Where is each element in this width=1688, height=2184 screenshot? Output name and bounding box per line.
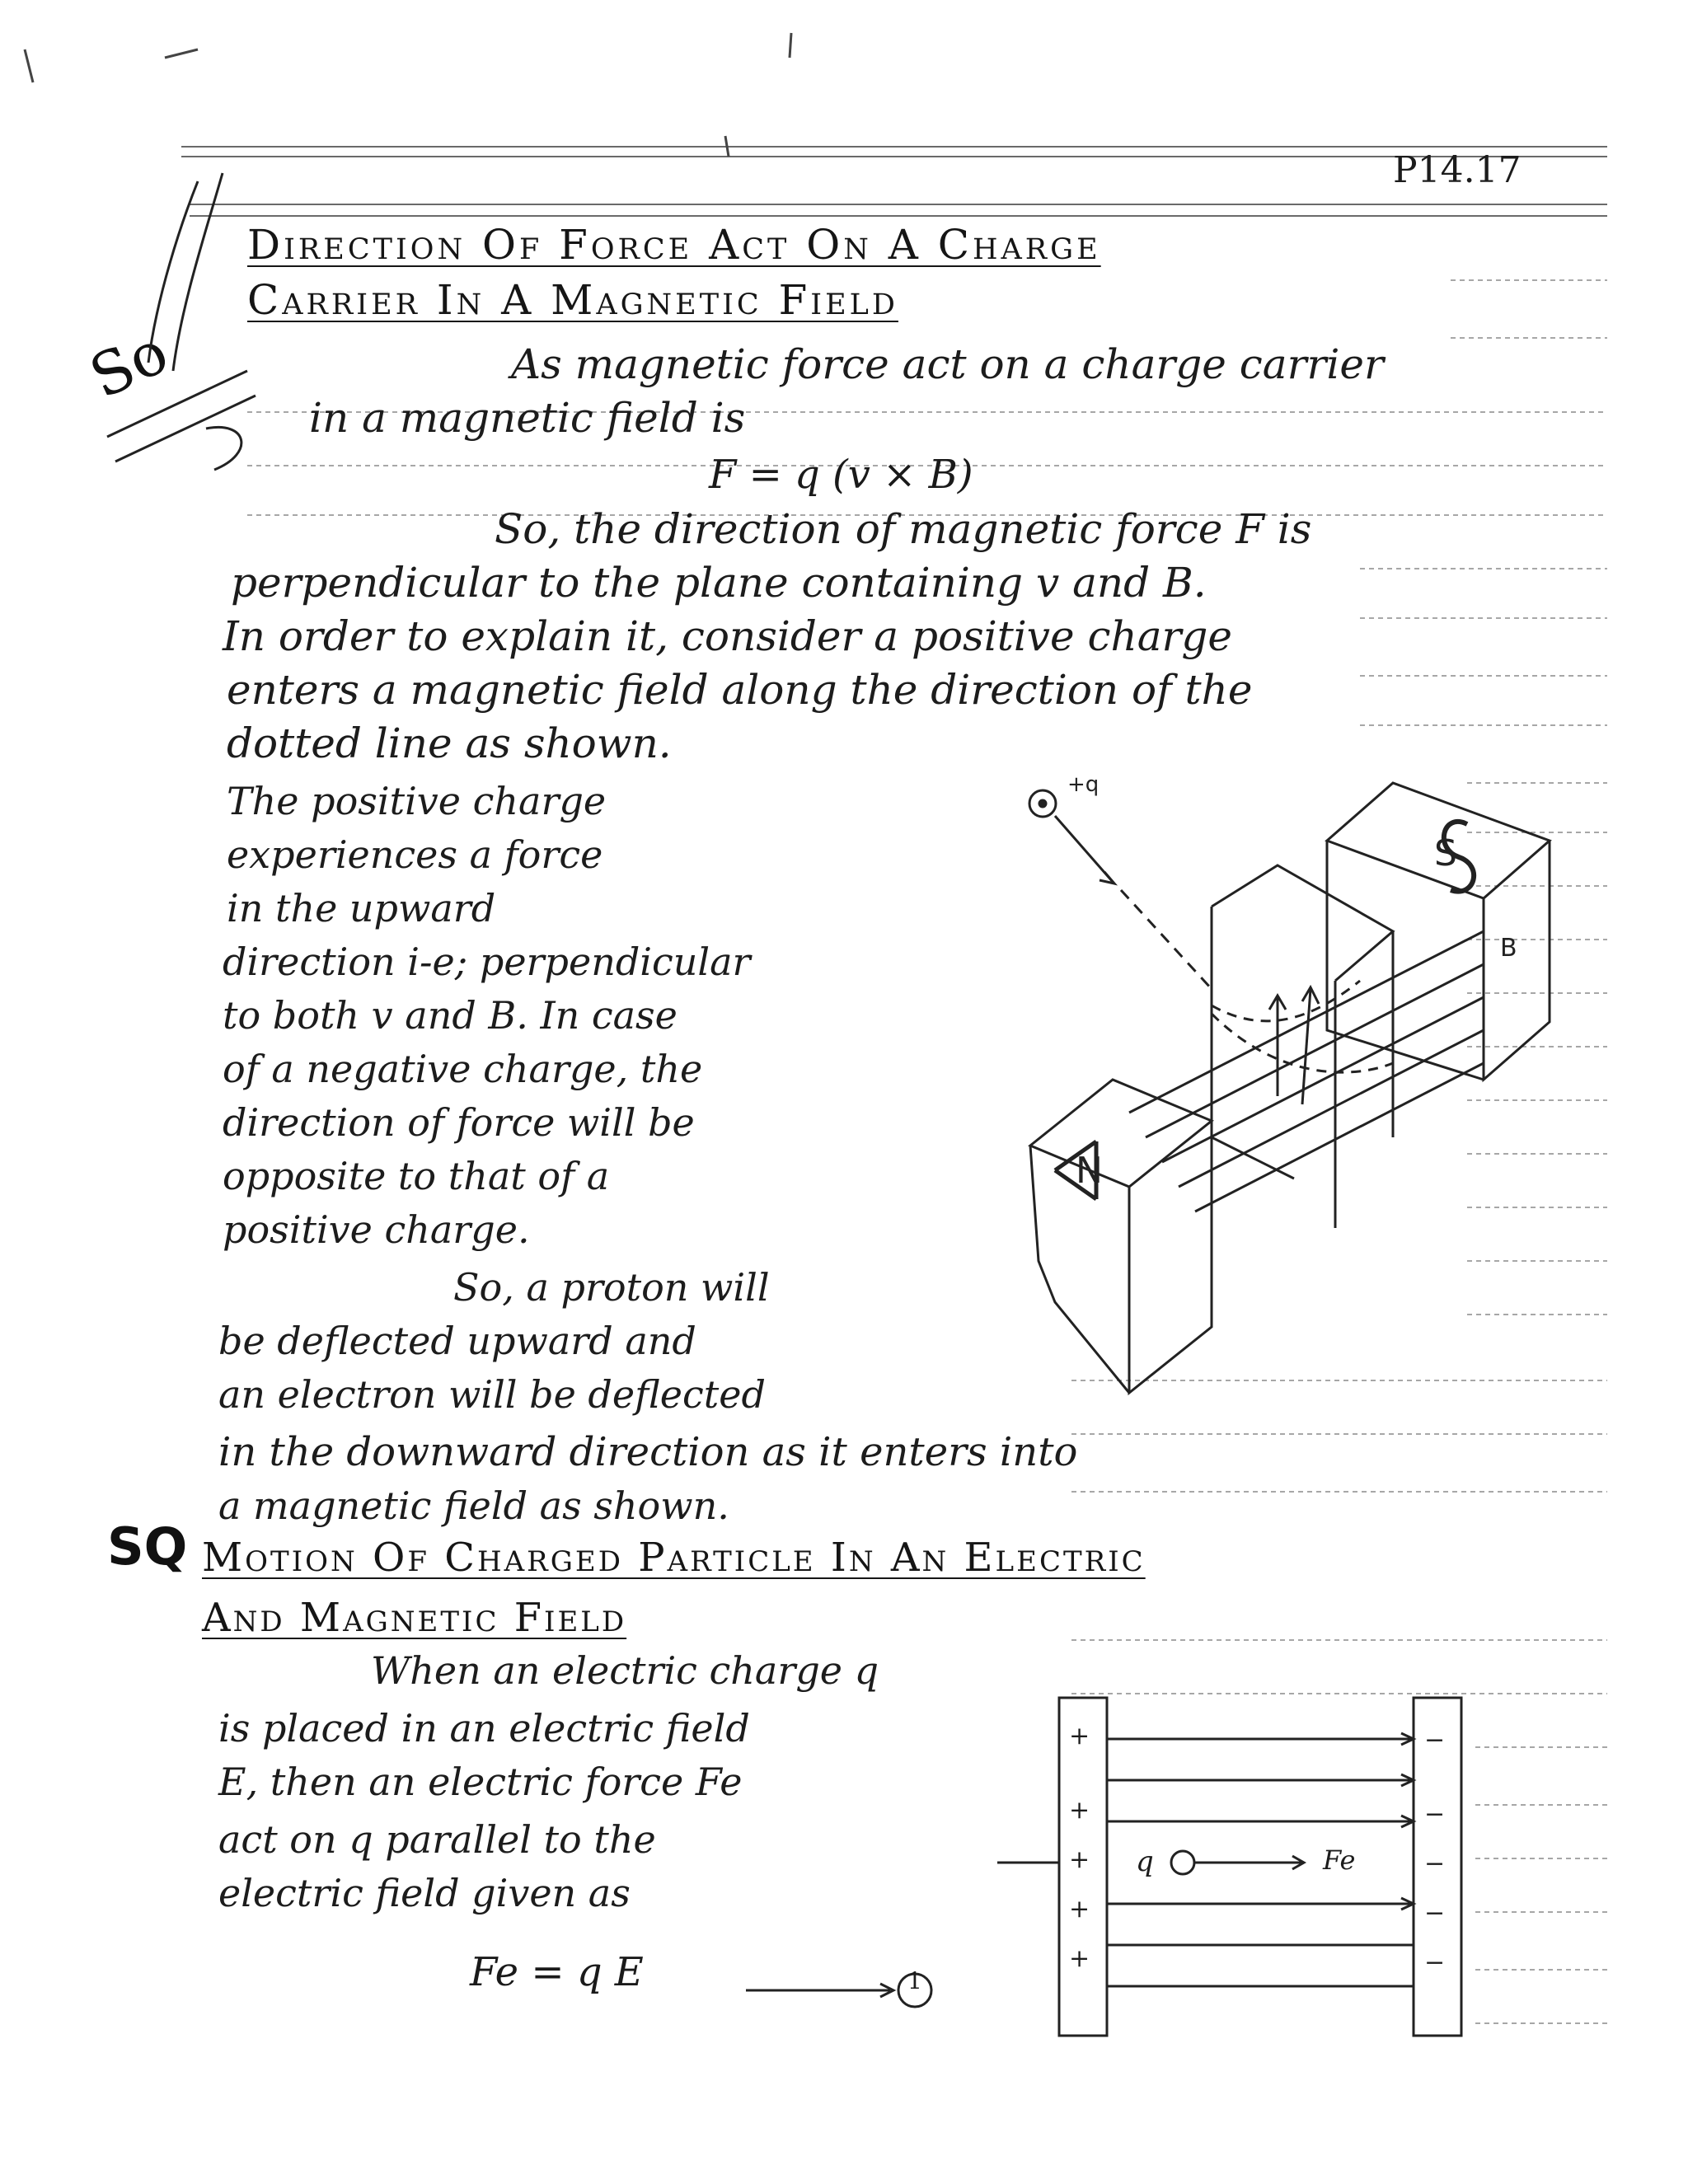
charge-q-label: q (1136, 1845, 1154, 1878)
plate-minus: − (1424, 1948, 1446, 1977)
section2-line: When an electric charge q (371, 1648, 879, 1693)
plate-plus: + (1069, 1722, 1090, 1750)
force-fe-label: Fe (1323, 1844, 1356, 1876)
page-number: P14.17 (1393, 149, 1522, 191)
plate-minus: − (1424, 1899, 1446, 1928)
charge-label: +q (1067, 772, 1100, 797)
left-column-line: positive charge. (223, 1207, 530, 1252)
plate-plus: + (1069, 1944, 1090, 1973)
paragraph-line: perpendicular to the plane containing v and B. (231, 559, 1207, 607)
equation-number: 1 (907, 1967, 922, 1994)
section2-heading-line1: Motion Of Charged Particle In An Electric (202, 1535, 1146, 1581)
margin-mark-sq: SQ (107, 1516, 188, 1577)
section1-heading-line1: Direction Of Force Act On A Charge (247, 221, 1101, 269)
left-column-line: opposite to that of a (223, 1154, 610, 1198)
section1-intro-line2: in a magnetic field is (309, 394, 746, 442)
south-pole-label: S (1434, 832, 1457, 874)
left-column-line: of a negative charge, the (223, 1047, 703, 1091)
proton-line: a magnetic field as shown. (218, 1483, 729, 1528)
left-column-line: in the upward (227, 886, 496, 930)
paragraph-line: In order to explain it, consider a positive charge (223, 612, 1233, 660)
plate-minus: − (1424, 1800, 1446, 1829)
magnet-field-figure (1006, 766, 1599, 1409)
section1-heading-line2: Carrier In A Magnetic Field (247, 276, 898, 324)
left-column-line: experiences a force (227, 832, 603, 877)
left-column-line: direction of force will be (223, 1100, 695, 1145)
proton-line: in the downward direction as it enters into (218, 1429, 1078, 1475)
margin-scribble (79, 157, 272, 486)
plate-plus: + (1069, 1895, 1090, 1924)
section2-line: E, then an electric force Fe (218, 1760, 743, 1804)
left-column-line: direction i-e; perpendicular (223, 940, 751, 984)
paragraph-line: dotted line as shown. (227, 719, 672, 767)
plate-minus: − (1424, 1726, 1446, 1755)
field-label: B (1500, 934, 1517, 963)
plate-minus: − (1424, 1849, 1446, 1878)
lorentz-force-equation: F = q (v × B) (709, 452, 973, 498)
section1-intro-line1: As magnetic force act on a charge carrier (511, 340, 1384, 388)
proton-line: be deflected upward and (218, 1319, 696, 1363)
section2-line: is placed in an electric field (218, 1706, 750, 1750)
electric-force-equation: Fe = q E (470, 1949, 644, 1995)
paragraph-line: So, the direction of magnetic force F is (495, 505, 1312, 553)
plate-plus: + (1069, 1796, 1090, 1825)
section2-heading-line2: And Magnetic Field (202, 1595, 627, 1641)
paragraph-line: enters a magnetic field along the direction of the (227, 666, 1253, 714)
left-column-line: to both v and B. In case (223, 993, 678, 1038)
proton-line: an electron will be deflected (218, 1372, 766, 1417)
proton-line: So, a proton will (453, 1265, 770, 1310)
plate-plus: + (1069, 1845, 1090, 1874)
left-column-line: The positive charge (227, 779, 607, 823)
section2-line: electric field given as (218, 1871, 631, 1915)
section2-line: act on q parallel to the (218, 1817, 656, 1862)
margin-mark-so: So (79, 316, 179, 412)
north-pole-label: N (1076, 1150, 1103, 1192)
